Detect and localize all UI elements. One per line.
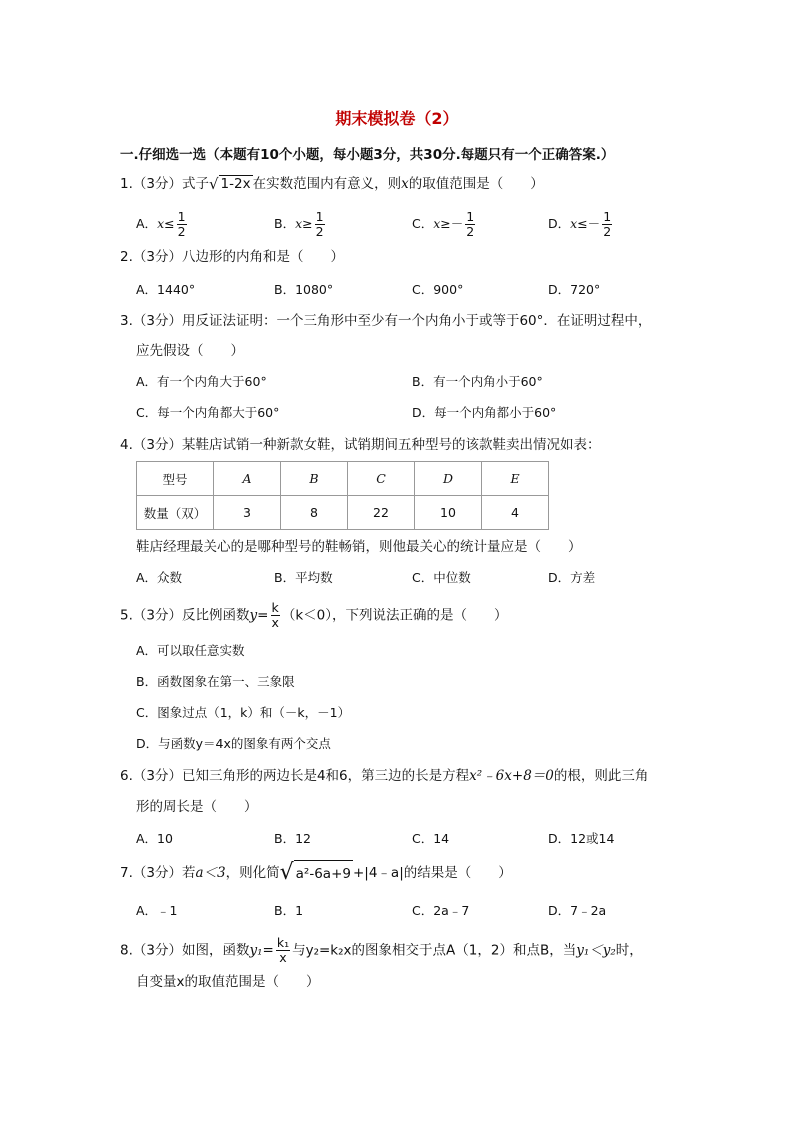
table-cell: 8 (281, 496, 348, 530)
question-7: 7.（3分）若a＜3，则化简 √ a²-6a+9 +|4﹣a|的结果是（ ） (120, 860, 512, 885)
q4-option-a[interactable]: A．众数 (136, 570, 183, 585)
table-cell: E (482, 462, 549, 496)
q3-option-c[interactable]: C．每一个内角都大于60° (136, 405, 280, 420)
q4-option-d[interactable]: D．方差 (548, 570, 596, 585)
sqrt-expression: √ 1-2x (208, 175, 251, 193)
table-cell: 4 (482, 496, 549, 530)
q1-option-c[interactable]: C．x≥－ $\frac{1}{2}$ (412, 209, 475, 239)
question-3-line-1: 3.（3分）用反证法证明：一个三角形中至少有一个内角小于或等于60°．在证明过程中， (120, 313, 652, 329)
table-cell: 10 (415, 496, 482, 530)
q3-option-d[interactable]: D．每一个内角都小于60° (412, 405, 557, 420)
q3-option-a[interactable]: A．有一个内角大于60° (136, 374, 267, 389)
table-cell: D (415, 462, 482, 496)
q5-option-d[interactable]: D．与函数y＝4x的图象有两个交点 (136, 736, 331, 751)
table-cell: B (281, 462, 348, 496)
question-4: 4.（3分）某鞋店试销一种新款女鞋，试销期间五种型号的该款鞋卖出情况如表： (120, 437, 601, 453)
fraction: $\frac{1}{2}$ (177, 209, 186, 239)
q6-option-a[interactable]: A．10 (136, 831, 173, 846)
fraction: $\frac{1}{2}$ (603, 209, 612, 239)
q1-option-b[interactable]: B．x≥ $\frac{1}{2}$ (274, 209, 324, 239)
q6-option-c[interactable]: C．14 (412, 831, 450, 846)
question-4-prompt: 鞋店经理最关心的是哪种型号的鞋畅销，则他最关心的统计量应是（ ） (136, 539, 582, 555)
table-cell: 型号 (137, 462, 214, 496)
q7-option-c[interactable]: C．2a﹣7 (412, 903, 470, 918)
q2-option-d[interactable]: D．720° (548, 282, 601, 297)
question-6-line-2: 形的周长是（ ） (136, 799, 258, 815)
question-6-line-1: 6.（3分）已知三角形的两边长是4和6，第三边的长是方程x²﹣6x+8＝0的根，则此三角 (120, 768, 649, 784)
q7-option-d[interactable]: D．7﹣2a (548, 903, 607, 918)
q5-option-b[interactable]: B．函数图象在第一、三象限 (136, 674, 295, 689)
question-2: 2.（3分）八边形的内角和是（ ） (120, 249, 344, 265)
fraction: $\frac{\text{k₁}}{x}$ (276, 935, 290, 965)
table-row (137, 462, 549, 496)
table-cell: 3 (214, 496, 281, 530)
table-cell: A (214, 462, 281, 496)
q2-option-b[interactable]: B．1080° (274, 282, 334, 297)
fraction: $\frac{k}{x}$ (271, 600, 279, 630)
q1-option-d[interactable]: D．x≤－ $\frac{1}{2}$ (548, 209, 612, 239)
page-title: 期末模拟卷（2） (335, 109, 459, 128)
question-8-line-2: 自变量x的取值范围是（ ） (136, 974, 320, 990)
section-heading: 一.仔细选一选（本题有10个小题，每小题3分，共30分.每题只有一个正确答案.） (120, 147, 615, 163)
q6-option-b[interactable]: B．12 (274, 831, 311, 846)
q1-option-a[interactable]: A．x≤ $\frac{1}{2}$ (136, 209, 186, 239)
q4-option-c[interactable]: C．中位数 (412, 570, 471, 585)
q6-option-d[interactable]: D．12或14 (548, 831, 615, 846)
question-1: 1.（3分）式子 √ 1-2x 在实数范围内有意义，则x的取值范围是（ ） (120, 175, 544, 193)
q5-option-a[interactable]: A．可以取任意实数 (136, 643, 245, 658)
q3-option-b[interactable]: B．有一个内角小于60° (412, 374, 543, 389)
q7-option-b[interactable]: B．1 (274, 903, 304, 918)
q2-option-a[interactable]: A．1440° (136, 282, 196, 297)
table-cell: 数量（双） (137, 496, 214, 530)
fraction: $\frac{1}{2}$ (466, 209, 475, 239)
table-row (137, 496, 549, 530)
table-cell: 22 (348, 496, 415, 530)
q7-option-a[interactable]: A．﹣1 (136, 903, 178, 918)
shoe-sales-table (136, 461, 549, 530)
question-8-line-1: 8.（3分）如图，函数y₁= $\frac{\text{k₁}}{x}$ 与y₂=k₂x的图象相交于点A（1，2）和点B，当y₁＜y₂时， (120, 935, 643, 965)
fraction: $\frac{1}{2}$ (315, 209, 324, 239)
table-cell: C (348, 462, 415, 496)
q2-option-c[interactable]: C．900° (412, 282, 464, 297)
sqrt-expression: √ a²-6a+9 (279, 860, 351, 885)
q4-option-b[interactable]: B．平均数 (274, 570, 333, 585)
q5-option-c[interactable]: C．图象过点（1，k）和（－k，－1） (136, 705, 351, 720)
question-5: 5.（3分）反比例函数y= $\frac{k}{x}$ （k＜0），下列说法正确的是（ ） (120, 600, 508, 630)
question-3-line-2: 应先假设（ ） (136, 343, 244, 359)
